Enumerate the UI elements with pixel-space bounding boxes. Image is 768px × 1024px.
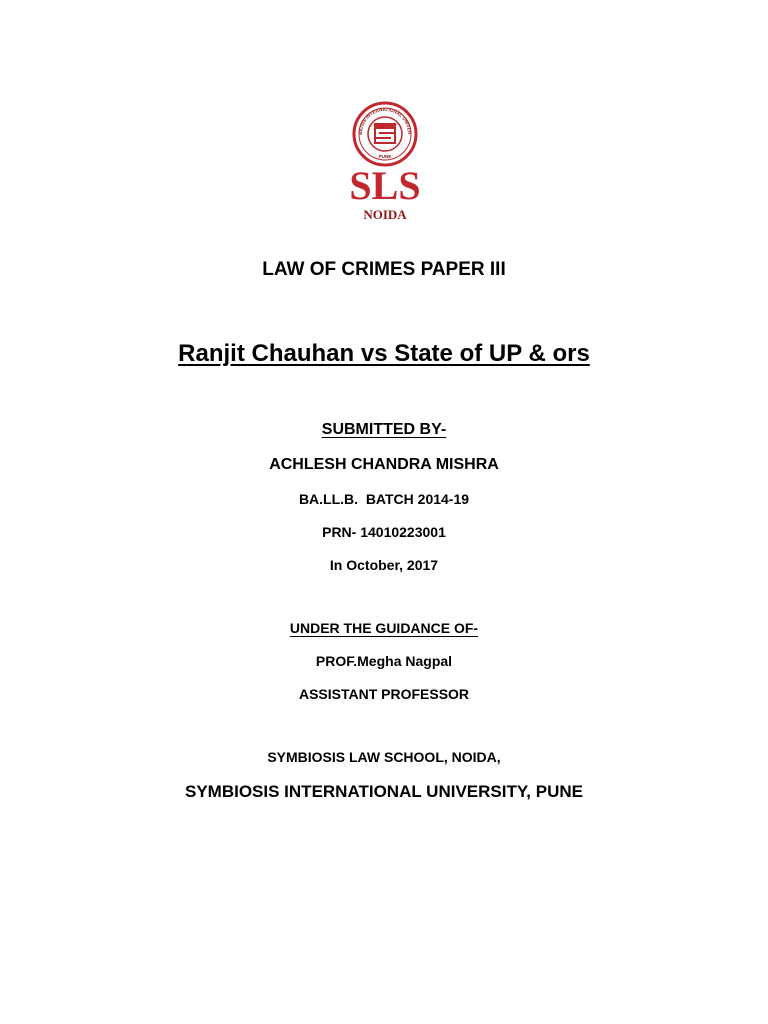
submitted-by-label: SUBMITTED BY- [321, 421, 447, 438]
student-name: ACHLESH CHANDRA MISHRA [269, 456, 499, 473]
seal-ring-text: BIOSIS INTERNATIONAL UNIVER [357, 106, 413, 135]
noida-wordmark: NOIDA [363, 207, 407, 222]
submission-date: In October, 2017 [329, 557, 439, 573]
batch-info: BA.LL.B. BATCH 2014-19 [298, 491, 470, 507]
sls-noida-logo [326, 98, 444, 226]
prn-number: PRN- 14010223001 [322, 524, 446, 540]
university-name: SYMBIOSIS INTERNATIONAL UNIVERSITY, PUNE [185, 782, 583, 801]
symbiosis-seal-icon [326, 98, 444, 226]
school-name: SYMBIOSIS LAW SCHOOL, NOIDA, [267, 749, 501, 765]
paper-title: LAW OF CRIMES PAPER III [262, 259, 506, 280]
guide-name: PROF.Megha Nagpal [315, 653, 453, 669]
case-title: Ranjit Chauhan vs State of UP & ors [178, 340, 590, 367]
seal-city-text: PUNE [378, 154, 392, 159]
guide-title: ASSISTANT PROFESSOR [298, 686, 470, 702]
guidance-label: UNDER THE GUIDANCE OF- [289, 620, 479, 636]
sls-wordmark: SLS [349, 163, 421, 208]
